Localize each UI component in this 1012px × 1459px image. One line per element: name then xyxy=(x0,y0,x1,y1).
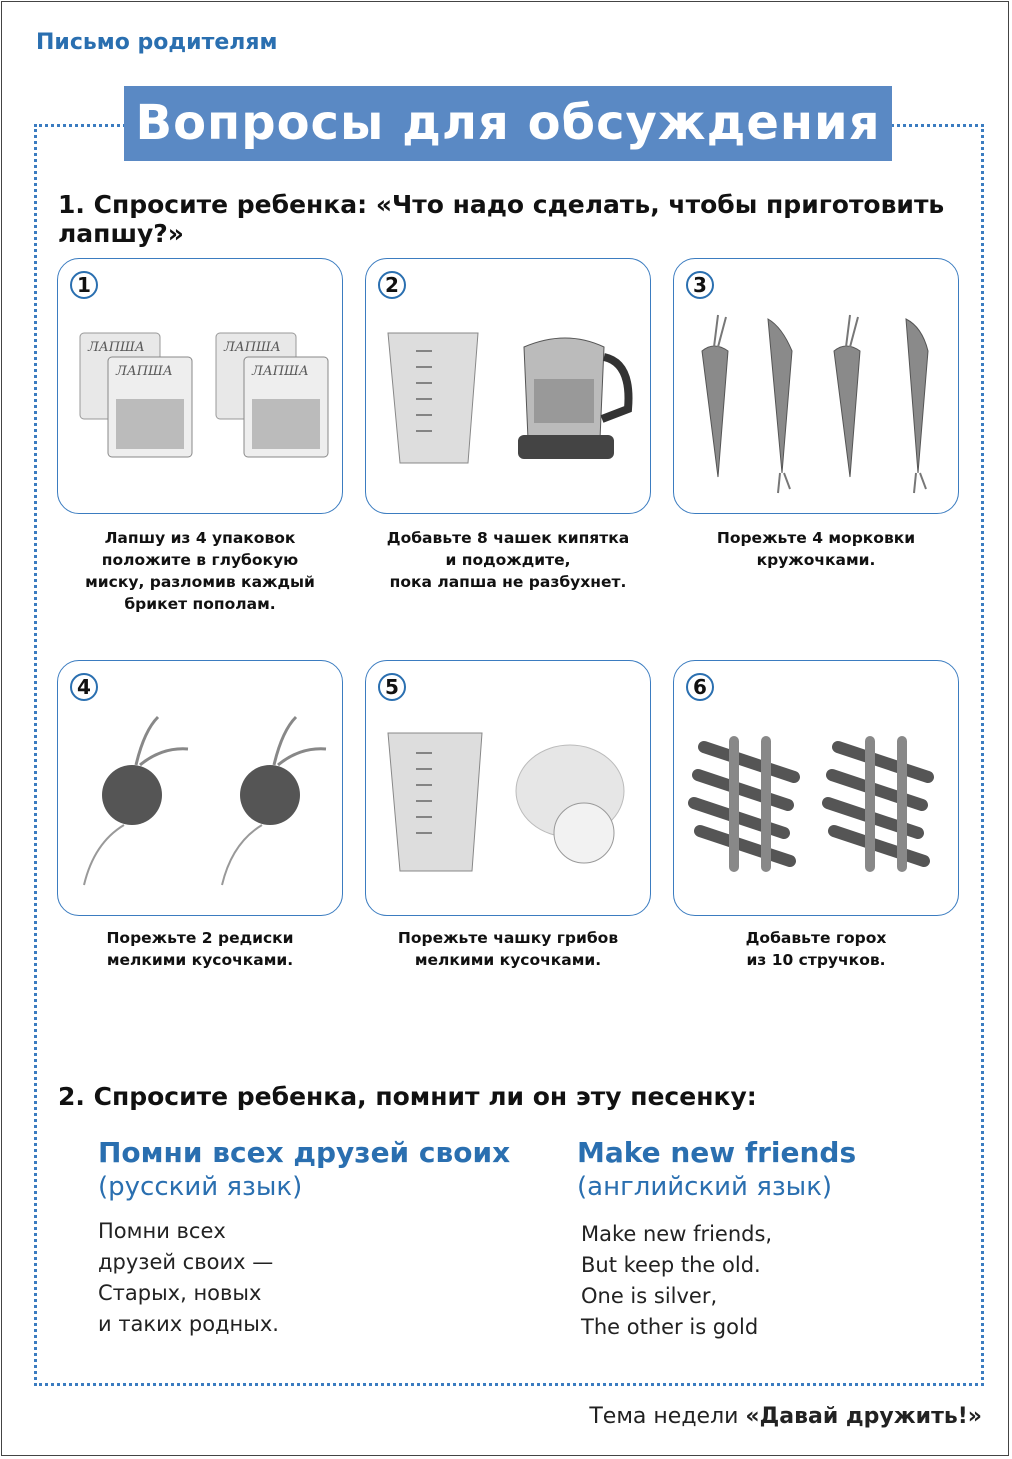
step-caption-4 xyxy=(55,927,345,971)
cup-and-mushrooms-image xyxy=(366,661,652,917)
caption-line: пока лапша не разбухнет. xyxy=(389,573,627,591)
caption-line: Добавьте горох xyxy=(745,929,887,947)
radishes-image xyxy=(58,661,344,917)
question-1: 1. Спросите ребенка: «Что надо сделать, чтобы приготовить лапшу?» xyxy=(58,190,945,248)
step-card-6 xyxy=(673,660,959,916)
lyric-line: Старых, новых xyxy=(98,1281,262,1305)
step-caption-3 xyxy=(671,527,961,571)
caption-line: Порежьте 4 морковки xyxy=(716,529,916,547)
pack-label: ЛАПША xyxy=(252,364,309,379)
song-title-en: Make new friends xyxy=(577,1136,857,1169)
step-number: 2 xyxy=(378,271,406,299)
caption-line: Лапшу из 4 упаковок xyxy=(104,529,296,547)
lyric-line: Помни всех xyxy=(98,1219,226,1243)
caption-line: мелкими кусочками. xyxy=(106,951,294,969)
lyric-line: The other is gold xyxy=(581,1315,759,1339)
step-number: 4 xyxy=(70,673,98,701)
step-caption-5 xyxy=(363,927,653,971)
song-subtitle-en: (английский язык) xyxy=(577,1172,833,1202)
step-card-5 xyxy=(365,660,651,916)
footer-prefix: Тема недели xyxy=(589,1404,746,1429)
caption-line: Добавьте 8 чашек кипятка xyxy=(386,529,630,547)
step-card-2 xyxy=(365,258,651,514)
step-card-4 xyxy=(57,660,343,916)
step-card-1 xyxy=(57,258,343,514)
song-subtitle-ru: (русский язык) xyxy=(98,1172,303,1202)
song-lyrics-en xyxy=(581,1219,772,1343)
lyric-line: One is silver, xyxy=(581,1284,718,1308)
lyric-line: But keep the old. xyxy=(581,1253,761,1277)
lyric-line: Make new friends, xyxy=(581,1222,773,1246)
step-number: 3 xyxy=(686,271,714,299)
question-2: 2. Спросите ребенка, помнит ли он эту песенку: xyxy=(58,1082,757,1111)
caption-line: мелкими кусочками. xyxy=(414,951,602,969)
step-caption-2 xyxy=(363,527,653,593)
carrots-image xyxy=(674,259,960,515)
caption-line: из 10 стручков. xyxy=(746,951,886,969)
step-card-3 xyxy=(673,258,959,514)
lyric-line: друзей своих — xyxy=(98,1250,274,1274)
song-lyrics-ru xyxy=(98,1216,279,1340)
caption-line: положите в глубокую xyxy=(101,551,299,569)
step-number: 1 xyxy=(70,271,98,299)
cup-and-kettle-image xyxy=(366,259,652,515)
step-caption-1 xyxy=(55,527,345,615)
noodle-packs-image xyxy=(58,259,344,515)
caption-line: Порежьте чашку грибов xyxy=(397,929,619,947)
step-caption-6 xyxy=(671,927,961,971)
pack-label: ЛАПША xyxy=(116,364,173,379)
lyric-line: и таких родных. xyxy=(98,1312,279,1336)
pack-label: ЛАПША xyxy=(88,340,145,355)
pack-label: ЛАПША xyxy=(224,340,281,355)
footer-theme: «Давай дружить!» xyxy=(745,1404,982,1429)
caption-line: кружочками. xyxy=(756,551,876,569)
step-number: 5 xyxy=(378,673,406,701)
footer xyxy=(589,1404,982,1429)
caption-line: Порежьте 2 редиски xyxy=(106,929,294,947)
caption-line: брикет пополам. xyxy=(124,595,276,613)
header-label: Письмо родителям xyxy=(36,30,278,55)
step-number: 6 xyxy=(686,673,714,701)
caption-line: и подождите, xyxy=(445,551,571,569)
page-title: Вопросы для обсуждения xyxy=(124,86,892,161)
song-title-ru: Помни всех друзей своих xyxy=(98,1136,511,1169)
caption-line: миску, разломив каждый xyxy=(85,573,315,591)
peas-image xyxy=(674,661,960,917)
